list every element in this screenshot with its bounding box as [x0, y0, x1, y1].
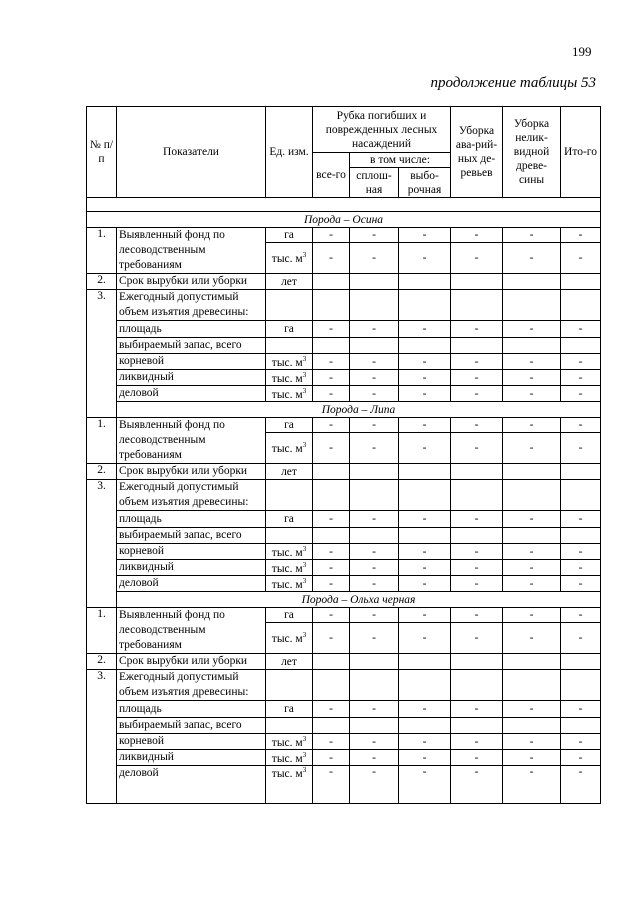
- row-label: Срок вырубки или уборки: [117, 654, 266, 670]
- value-cell: -: [399, 386, 451, 402]
- row-number: 2.: [87, 654, 117, 670]
- value-cell: [313, 464, 350, 480]
- unit-superscript: 3: [302, 354, 307, 363]
- value-cell: -: [451, 370, 503, 386]
- table-row: [87, 734, 601, 750]
- value-cell: -: [399, 766, 451, 804]
- value-cell: -: [503, 511, 561, 528]
- value-cell: [451, 654, 503, 670]
- value-cell: [561, 480, 601, 511]
- unit-superscript: 3: [302, 734, 307, 743]
- unit-cell: [266, 718, 313, 734]
- value-cell: [503, 480, 561, 511]
- value-cell: -: [399, 544, 451, 560]
- unit-cell: [266, 576, 313, 592]
- row-label: корневой: [117, 734, 266, 750]
- value-cell: -: [313, 418, 350, 433]
- row-label: ликвидный: [117, 370, 266, 386]
- table-row: [87, 750, 601, 766]
- unit-cell: [266, 338, 313, 354]
- value-cell: -: [313, 433, 350, 464]
- row-label: Ежегодный допустимый объем изъятия древесины:: [117, 670, 266, 701]
- unit-cell: [266, 354, 313, 370]
- value-cell: -: [313, 734, 350, 750]
- value-cell: -: [561, 386, 601, 402]
- table-row: [87, 560, 601, 576]
- value-cell: -: [399, 370, 451, 386]
- value-cell: [451, 528, 503, 544]
- unit-cell: га: [266, 511, 313, 528]
- value-cell: [503, 290, 561, 321]
- value-cell: -: [503, 354, 561, 370]
- value-cell: [313, 670, 350, 701]
- unit-text: тыс. м: [271, 736, 303, 749]
- value-cell: [313, 274, 350, 290]
- value-cell: -: [451, 608, 503, 623]
- value-cell: -: [503, 433, 561, 464]
- value-cell: -: [561, 228, 601, 243]
- value-cell: -: [350, 511, 399, 528]
- value-cell: -: [503, 734, 561, 750]
- table-row: [87, 480, 601, 511]
- row-label: ликвидный: [117, 750, 266, 766]
- unit-cell: [266, 560, 313, 576]
- unit-cell: га: [266, 321, 313, 338]
- value-cell: -: [451, 544, 503, 560]
- unit-superscript: 3: [302, 251, 307, 260]
- unit-superscript: 3: [302, 560, 307, 569]
- value-cell: -: [451, 701, 503, 718]
- header-felling: Рубка погибших и поврежденных лесных насаждений: [313, 107, 451, 153]
- value-cell: -: [399, 418, 451, 433]
- table-continuation-title: продолжение таблицы 53: [430, 75, 596, 91]
- value-cell: -: [451, 321, 503, 338]
- table-row: [87, 718, 601, 734]
- value-cell: [451, 480, 503, 511]
- row-label: Срок вырубки или уборки: [117, 274, 266, 290]
- unit-cell: [266, 290, 313, 321]
- row-label: Срок вырубки или уборки: [117, 464, 266, 480]
- value-cell: -: [503, 623, 561, 654]
- row-label: площадь: [117, 701, 266, 718]
- value-cell: -: [451, 750, 503, 766]
- row-label: выбираемый запас, всего: [117, 718, 266, 734]
- value-cell: -: [503, 608, 561, 623]
- value-cell: -: [561, 701, 601, 718]
- row-label: ликвидный: [117, 560, 266, 576]
- value-cell: -: [399, 433, 451, 464]
- unit-cell: [266, 433, 313, 464]
- table-row: [87, 418, 601, 433]
- value-cell: -: [399, 354, 451, 370]
- value-cell: -: [451, 766, 503, 804]
- table-row: [87, 402, 601, 418]
- table-row: [87, 576, 601, 592]
- unit-text: тыс. м: [271, 578, 303, 591]
- value-cell: -: [561, 511, 601, 528]
- table-row: [87, 670, 601, 701]
- row-label: корневой: [117, 544, 266, 560]
- row-number: 1.: [87, 228, 117, 274]
- value-cell: [350, 670, 399, 701]
- value-cell: [313, 718, 350, 734]
- value-cell: -: [561, 433, 601, 464]
- section-title: Порода – Ольха черная: [117, 592, 601, 608]
- value-cell: -: [313, 243, 350, 274]
- table-row: [87, 228, 601, 243]
- header-indicators: Показатели: [117, 107, 266, 198]
- table-row: [87, 274, 601, 290]
- value-cell: [451, 718, 503, 734]
- value-cell: [561, 718, 601, 734]
- row-label: Выявленный фонд по лесоводственным требованиям: [117, 608, 266, 654]
- unit-text: тыс. м: [271, 372, 303, 385]
- value-cell: [451, 290, 503, 321]
- value-cell: -: [350, 418, 399, 433]
- unit-text: тыс. м: [271, 388, 303, 401]
- row-number: 3.: [87, 290, 117, 418]
- value-cell: -: [313, 386, 350, 402]
- value-cell: -: [561, 560, 601, 576]
- table-row: [87, 511, 601, 528]
- value-cell: -: [451, 243, 503, 274]
- unit-cell: лет: [266, 464, 313, 480]
- value-cell: -: [451, 560, 503, 576]
- value-cell: [350, 274, 399, 290]
- value-cell: -: [503, 386, 561, 402]
- value-cell: -: [313, 321, 350, 338]
- value-cell: -: [451, 623, 503, 654]
- value-cell: -: [350, 701, 399, 718]
- value-cell: [313, 338, 350, 354]
- header-including: в том числе:: [350, 153, 451, 168]
- row-label: выбираемый запас, всего: [117, 528, 266, 544]
- unit-cell: [266, 766, 313, 804]
- row-label: Выявленный фонд по лесоводственным требованиям: [117, 418, 266, 464]
- value-cell: -: [350, 370, 399, 386]
- unit-cell: га: [266, 701, 313, 718]
- unit-text: тыс. м: [271, 752, 303, 765]
- unit-cell: [266, 243, 313, 274]
- value-cell: [399, 338, 451, 354]
- section-title: Порода – Осина: [87, 212, 601, 228]
- value-cell: -: [503, 321, 561, 338]
- value-cell: -: [313, 228, 350, 243]
- header-selective: выбо-рочная: [399, 168, 451, 198]
- value-cell: -: [561, 321, 601, 338]
- unit-text: тыс. м: [271, 546, 303, 559]
- unit-cell: лет: [266, 654, 313, 670]
- value-cell: -: [399, 243, 451, 274]
- value-cell: -: [451, 576, 503, 592]
- table-row: [87, 212, 601, 228]
- value-cell: -: [451, 511, 503, 528]
- row-label: площадь: [117, 511, 266, 528]
- value-cell: -: [350, 321, 399, 338]
- value-cell: [451, 274, 503, 290]
- value-cell: -: [451, 433, 503, 464]
- value-cell: [313, 290, 350, 321]
- value-cell: [313, 480, 350, 511]
- table-row: [87, 592, 601, 608]
- data-table: [86, 106, 601, 804]
- value-cell: -: [313, 766, 350, 804]
- value-cell: -: [561, 354, 601, 370]
- value-cell: -: [313, 370, 350, 386]
- value-cell: -: [503, 228, 561, 243]
- row-label: деловой: [117, 766, 266, 804]
- unit-cell: [266, 386, 313, 402]
- unit-cell: га: [266, 608, 313, 623]
- unit-cell: [266, 528, 313, 544]
- row-label: выбираемый запас, всего: [117, 338, 266, 354]
- unit-superscript: 3: [302, 576, 307, 585]
- unit-cell: лет: [266, 274, 313, 290]
- table-row: [87, 528, 601, 544]
- row-number: 3.: [87, 670, 117, 804]
- unit-superscript: 3: [302, 386, 307, 395]
- value-cell: [350, 464, 399, 480]
- value-cell: [399, 290, 451, 321]
- value-cell: -: [313, 544, 350, 560]
- header-illiquid: Уборка нелик-видной древе-сины: [503, 107, 561, 198]
- value-cell: -: [399, 511, 451, 528]
- value-cell: -: [561, 544, 601, 560]
- value-cell: -: [503, 750, 561, 766]
- value-cell: [350, 654, 399, 670]
- unit-cell: [266, 370, 313, 386]
- table-row: [87, 290, 601, 321]
- value-cell: [503, 464, 561, 480]
- table-body: [87, 212, 601, 804]
- value-cell: [451, 670, 503, 701]
- value-cell: [399, 654, 451, 670]
- value-cell: -: [350, 734, 399, 750]
- row-number: 1.: [87, 418, 117, 464]
- table-row: [87, 354, 601, 370]
- value-cell: [503, 528, 561, 544]
- header-number: № п/п: [87, 107, 117, 198]
- row-label: Ежегодный допустимый объем изъятия древесины:: [117, 290, 266, 321]
- value-cell: -: [350, 386, 399, 402]
- value-cell: -: [350, 623, 399, 654]
- spacer-row: [87, 198, 601, 212]
- unit-superscript: 3: [302, 766, 307, 774]
- unit-cell: га: [266, 418, 313, 433]
- row-number: 2.: [87, 464, 117, 480]
- unit-superscript: 3: [302, 544, 307, 553]
- unit-superscript: 3: [302, 750, 307, 759]
- value-cell: [399, 528, 451, 544]
- value-cell: -: [399, 734, 451, 750]
- value-cell: -: [503, 418, 561, 433]
- value-cell: -: [561, 608, 601, 623]
- value-cell: -: [503, 243, 561, 274]
- value-cell: -: [350, 608, 399, 623]
- table-row: [87, 321, 601, 338]
- value-cell: -: [399, 608, 451, 623]
- value-cell: -: [350, 243, 399, 274]
- value-cell: -: [350, 354, 399, 370]
- value-cell: -: [313, 560, 350, 576]
- value-cell: -: [399, 228, 451, 243]
- header-emergency: Уборка ава-рий-ных де-ревьев: [451, 107, 503, 198]
- value-cell: [350, 528, 399, 544]
- value-cell: -: [399, 560, 451, 576]
- value-cell: -: [350, 576, 399, 592]
- value-cell: -: [399, 576, 451, 592]
- unit-text: тыс. м: [271, 253, 303, 266]
- value-cell: -: [561, 734, 601, 750]
- value-cell: -: [561, 623, 601, 654]
- value-cell: -: [399, 701, 451, 718]
- value-cell: [561, 338, 601, 354]
- value-cell: -: [561, 418, 601, 433]
- table-row: [87, 370, 601, 386]
- value-cell: -: [503, 544, 561, 560]
- value-cell: -: [451, 734, 503, 750]
- unit-cell: [266, 623, 313, 654]
- row-number: 3.: [87, 480, 117, 608]
- row-label: деловой: [117, 386, 266, 402]
- value-cell: -: [561, 243, 601, 274]
- section-title: Порода – Липа: [117, 402, 601, 418]
- unit-text: тыс. м: [271, 443, 303, 456]
- value-cell: -: [561, 370, 601, 386]
- value-cell: -: [350, 433, 399, 464]
- value-cell: [503, 718, 561, 734]
- unit-text: тыс. м: [271, 633, 303, 646]
- row-label: площадь: [117, 321, 266, 338]
- value-cell: [350, 290, 399, 321]
- value-cell: -: [451, 386, 503, 402]
- value-cell: [561, 464, 601, 480]
- value-cell: -: [399, 750, 451, 766]
- row-label: деловой: [117, 576, 266, 592]
- value-cell: [350, 718, 399, 734]
- value-cell: -: [313, 354, 350, 370]
- row-label: Ежегодный допустимый объем изъятия древесины:: [117, 480, 266, 511]
- value-cell: [399, 718, 451, 734]
- row-label: Выявленный фонд по лесоводственным требованиям: [117, 228, 266, 274]
- table-row: [87, 654, 601, 670]
- row-number: 2.: [87, 274, 117, 290]
- value-cell: [503, 654, 561, 670]
- value-cell: -: [399, 321, 451, 338]
- row-number: 1.: [87, 608, 117, 654]
- unit-cell: [266, 750, 313, 766]
- value-cell: -: [451, 354, 503, 370]
- table-row: [87, 386, 601, 402]
- unit-cell: [266, 734, 313, 750]
- unit-superscript: 3: [302, 370, 307, 379]
- value-cell: -: [451, 228, 503, 243]
- value-cell: [350, 480, 399, 511]
- value-cell: [451, 338, 503, 354]
- value-cell: [399, 274, 451, 290]
- header-sum: Ито-го: [561, 107, 601, 198]
- header-clear-cut: сплош-ная: [350, 168, 399, 198]
- unit-cell: [266, 544, 313, 560]
- value-cell: -: [350, 560, 399, 576]
- value-cell: -: [503, 576, 561, 592]
- value-cell: -: [313, 576, 350, 592]
- row-label: корневой: [117, 354, 266, 370]
- table-row: [87, 544, 601, 560]
- value-cell: [561, 670, 601, 701]
- value-cell: -: [313, 750, 350, 766]
- table-row: [87, 701, 601, 718]
- value-cell: [503, 670, 561, 701]
- unit-text: тыс. м: [271, 562, 303, 575]
- unit-superscript: 3: [302, 631, 307, 640]
- value-cell: -: [313, 608, 350, 623]
- unit-cell: [266, 480, 313, 511]
- value-cell: [399, 464, 451, 480]
- value-cell: [350, 338, 399, 354]
- unit-cell: [266, 670, 313, 701]
- value-cell: -: [350, 750, 399, 766]
- unit-cell: га: [266, 228, 313, 243]
- unit-text: тыс. м: [271, 356, 303, 369]
- value-cell: -: [313, 511, 350, 528]
- value-cell: [451, 464, 503, 480]
- value-cell: [561, 290, 601, 321]
- value-cell: -: [399, 623, 451, 654]
- value-cell: -: [451, 418, 503, 433]
- table-row: [87, 766, 601, 804]
- value-cell: -: [503, 370, 561, 386]
- value-cell: [561, 654, 601, 670]
- unit-superscript: 3: [302, 441, 307, 450]
- value-cell: [561, 528, 601, 544]
- value-cell: -: [350, 228, 399, 243]
- value-cell: -: [561, 766, 601, 804]
- value-cell: [503, 338, 561, 354]
- value-cell: [561, 274, 601, 290]
- value-cell: -: [503, 560, 561, 576]
- value-cell: [313, 528, 350, 544]
- value-cell: -: [503, 766, 561, 804]
- value-cell: [399, 480, 451, 511]
- value-cell: -: [350, 544, 399, 560]
- value-cell: -: [313, 623, 350, 654]
- table-row: [87, 464, 601, 480]
- header-total: все-го: [313, 153, 350, 198]
- value-cell: -: [561, 750, 601, 766]
- value-cell: [399, 670, 451, 701]
- table-row: [87, 338, 601, 354]
- page-number: 199: [572, 44, 592, 59]
- unit-text: тыс. м: [271, 767, 303, 780]
- table-row: [87, 608, 601, 623]
- value-cell: [503, 274, 561, 290]
- header-unit: Ед. изм.: [266, 107, 313, 198]
- value-cell: -: [561, 576, 601, 592]
- value-cell: -: [350, 766, 399, 804]
- value-cell: [313, 654, 350, 670]
- value-cell: -: [313, 701, 350, 718]
- value-cell: -: [503, 701, 561, 718]
